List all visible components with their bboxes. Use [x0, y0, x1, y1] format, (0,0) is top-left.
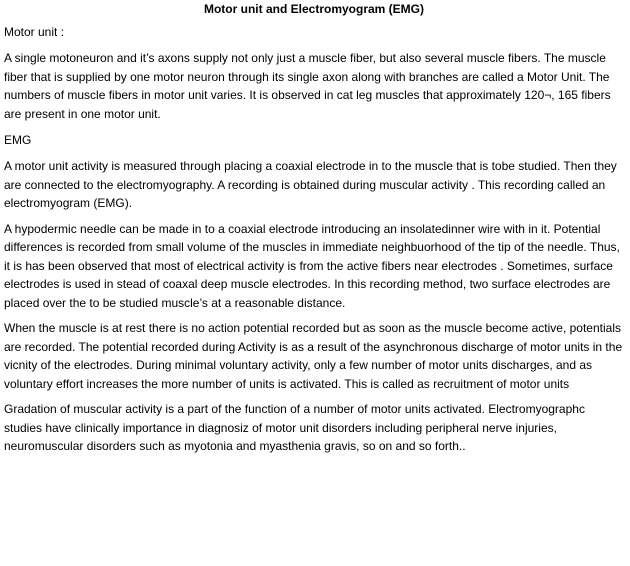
paragraph-emg-recruitment: When the muscle is at rest there is no action potential recorded but as soon as the muscle become active, potentials are recorded. The potential recorded during Activity is as a result of the asynchronous discharge of motor units in the vicnity of the electrodes. During minimal voluntary activity, only a few number of motor units discharges, and as voluntary effort increases the more number of units is activated. This is called as recruitment of motor units: [4, 321, 623, 391]
paragraph-motor-unit: A single motoneuron and it’s axons supply not only just a muscle fiber, but also several muscle fibers. The muscle fiber that is supplied by one motor neuron through its single axon along with branches are called a Motor Unit. The numbers of muscle fibers in motor unit varies. It is observed in cat leg muscles that approximately 120¬, 165 fibers are present in one motor unit.: [4, 51, 611, 121]
section-heading-motor-unit: Motor unit :: [4, 25, 65, 39]
paragraph-emg-measurement: A motor unit activity is measured through placing a coaxial electrode in to the muscle that is tobe studied. Then they are connected to the electromyography. A recording is obtained during muscular activity . This recording called an electromyogram (EMG).: [4, 159, 617, 210]
document-title: Motor unit and Electromyogram (EMG): [203, 2, 424, 16]
paragraph-gap: [4, 312, 624, 319]
section-heading-emg: EMG: [4, 133, 32, 147]
paragraph-gap: [4, 123, 624, 131]
paragraph-emg-needle: A hypodermic needle can be made in to a coaxial electrode introducing an insolatedinner wire with in it. Potential differences is recorded from small volume of the muscles in immediate neighbuorhood of the tip of the needle. Thus, it is has been observed that most of electrical activity is from the active fibers near electrodes . Sometimes, surface electrodes is used in stead of coaxal deep muscle electrodes. In this recording method, two surface electrodes are placed over the to be studied muscle’s at a reasonable distance.: [4, 221, 620, 310]
paragraph-gap: [4, 213, 624, 220]
paragraph-gap: [4, 393, 624, 400]
paragraph-emg-gradation: Gradation of muscular activity is a part of the function of a number of motor units activated. Electromyographc studies have clinically importance in diagnosiz of motor unit disorders including peripheral nerve injuries, neuromuscular disorders such as myotonia and myasthenia gravis, so on and so forth..: [4, 402, 585, 453]
